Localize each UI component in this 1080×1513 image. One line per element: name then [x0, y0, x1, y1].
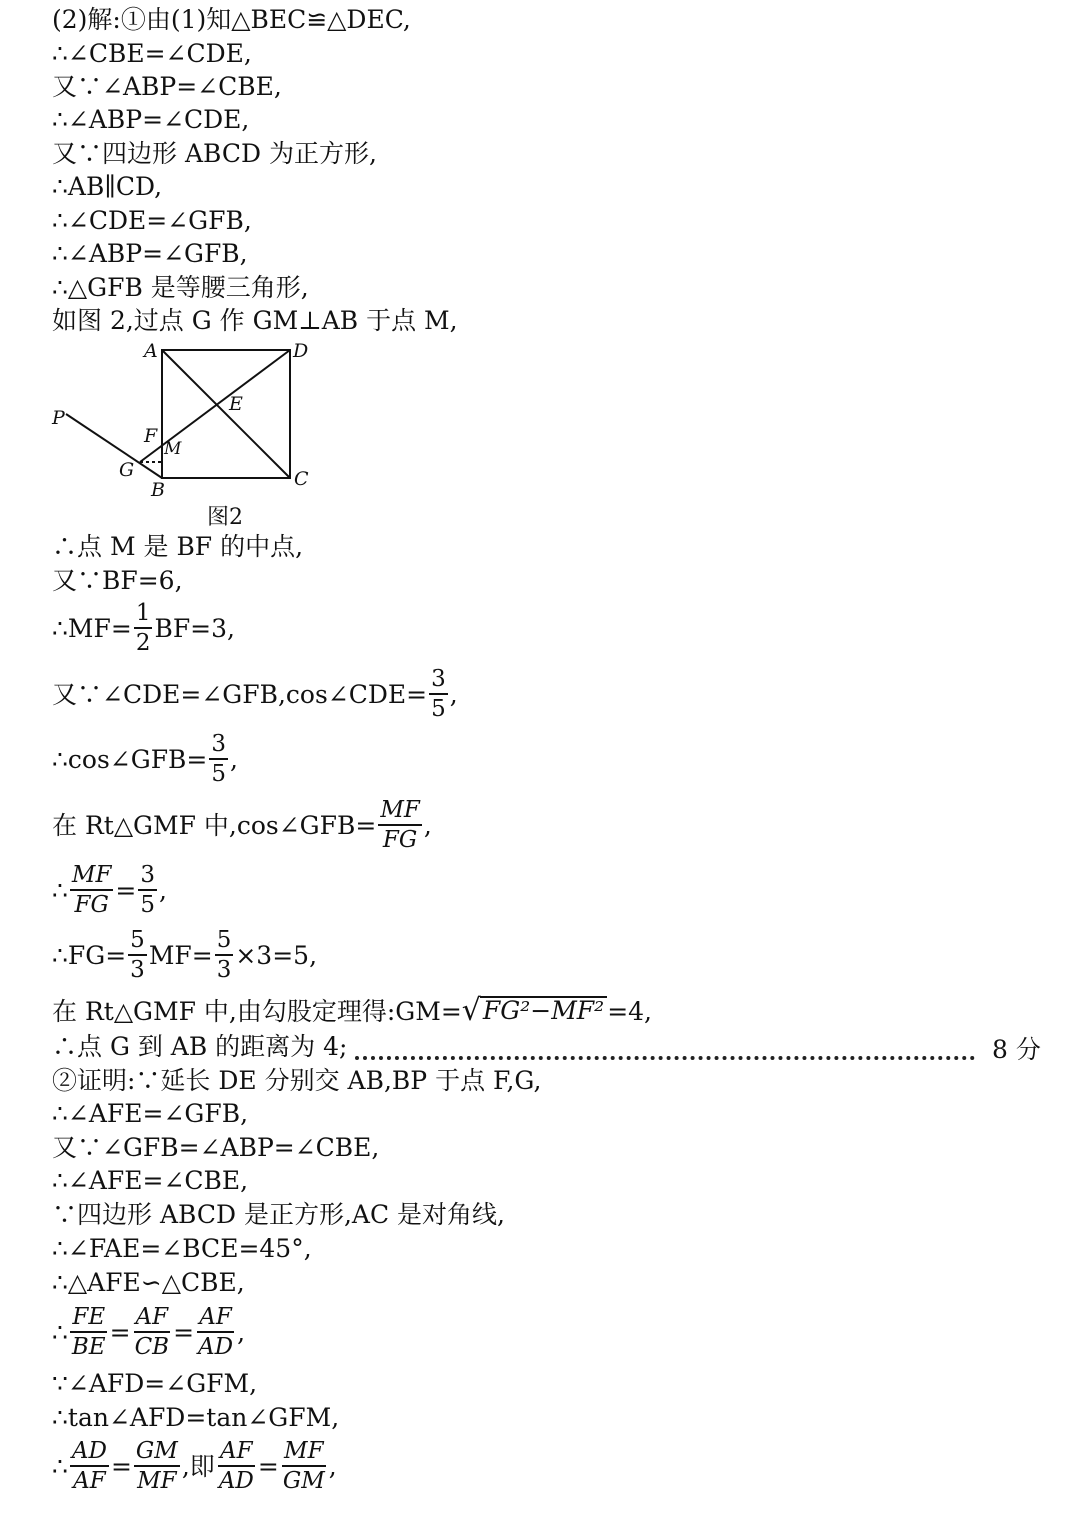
fraction: $\frac{3}{5}$	[140, 861, 156, 918]
fraction: $\frac{5}{3}$	[130, 926, 145, 983]
square-root: √ FG²−MF²	[462, 996, 607, 1026]
label-g: G	[119, 459, 135, 481]
text-line: ∵∠AFD=∠GFM,	[52, 1368, 258, 1398]
figure-caption: 图2	[207, 505, 243, 530]
fraction: $\frac{MF}{GM}$	[282, 1437, 325, 1494]
fraction: $\frac{GM}{MF}$	[135, 1437, 178, 1494]
score-mark: 8 分	[992, 1035, 1041, 1064]
label-m: M	[164, 439, 182, 459]
fraction: $\frac{FE}{BE}$	[71, 1303, 106, 1360]
text-line: 又∵BF=6,	[52, 565, 183, 595]
text-line: ∴ $\frac{AD}{AF}$ = $\frac{GM}{MF}$ ,即 $\frac{AF}{AD}$ = $\frac{MF}{GM}$ ,	[52, 1437, 337, 1494]
fraction: $\frac{3}{5}$	[211, 730, 227, 787]
text-line: ∴点 M 是 BF 的中点,	[52, 531, 304, 561]
label-b: B	[151, 479, 165, 500]
label-a: A	[144, 340, 158, 362]
text-line: 在 Rt△GMF 中,cos∠GFB= $\frac{MF}{FG}$ ,	[52, 796, 432, 853]
text-line: 如图 2,过点 G 作 GM⊥AB 于点 M,	[52, 305, 458, 335]
figure-2-diagram	[48, 340, 328, 500]
text-line: ∴∠ABP=∠CDE,	[52, 104, 250, 134]
text-line: ∴tan∠AFD=tan∠GFM,	[52, 1402, 340, 1432]
fraction: $\frac{AD}{AF}$	[71, 1437, 107, 1494]
text-line: 又∵四边形 ABCD 为正方形,	[52, 138, 377, 168]
fraction: $\frac{5}{3}$	[216, 926, 232, 983]
text-line: 又∵∠ABP=∠CBE,	[52, 71, 282, 101]
text-line: ∴∠FAE=∠BCE=45°,	[52, 1233, 312, 1263]
text-line: ∴△GFB 是等腰三角形,	[52, 272, 309, 302]
text-line: ∴ $\frac{MF}{FG}$ = $\frac{3}{5}$ ,	[52, 861, 167, 918]
fraction: $\frac{1}{2}$	[135, 599, 151, 656]
fraction: $\frac{MF}{FG}$	[380, 796, 420, 853]
text-line: ∴∠ABP=∠GFB,	[52, 238, 248, 268]
fraction: $\frac{AF}{CB}$	[134, 1303, 170, 1360]
text-line: ∴MF= $\frac{1}{2}$ BF=3,	[52, 599, 235, 656]
text-line: 又∵∠GFB=∠ABP=∠CBE,	[52, 1132, 380, 1162]
text-line: 又∵∠CDE=∠GFB,cos∠CDE= $\frac{3}{5}$ ,	[52, 665, 458, 722]
text-line: ∴点 G 到 AB 的距离为 4;	[52, 1031, 348, 1061]
text-line: ②证明:∵延长 DE 分别交 AB,BP 于点 F,G,	[52, 1065, 542, 1095]
text-line: ∴∠AFE=∠GFB,	[52, 1098, 249, 1128]
text-line: ∴FG= $\frac{5}{3}$ MF= $\frac{5}{3}$ ×3=5,	[52, 926, 318, 983]
text-line: ∴∠CBE=∠CDE,	[52, 38, 252, 68]
text-line: ∵四边形 ABCD 是正方形,AC 是对角线,	[52, 1199, 505, 1229]
text-line: (2)解:①由(1)知△BEC≌△DEC,	[52, 4, 411, 34]
fraction: $\frac{MF}{FG}$	[71, 861, 112, 918]
text-line: ∴∠CDE=∠GFB,	[52, 205, 252, 235]
fraction: $\frac{AF}{AD}$	[218, 1437, 254, 1494]
label-e: E	[229, 393, 243, 415]
text-line: ∴△AFE∽△CBE,	[52, 1267, 245, 1297]
dotted-leader	[355, 1036, 975, 1060]
text-line: ∴AB∥CD,	[52, 171, 163, 201]
text-line: ∴cos∠GFB= $\frac{3}{5}$ ,	[52, 730, 238, 787]
label-p: P	[52, 407, 65, 429]
fraction: $\frac{AF}{AD}$	[198, 1303, 234, 1360]
text-line: 在 Rt△GMF 中,由勾股定理得:GM= √ FG²−MF² =4,	[52, 993, 652, 1028]
text-line: ∴∠AFE=∠CBE,	[52, 1165, 249, 1195]
label-d: D	[293, 340, 309, 362]
label-c: C	[294, 468, 309, 490]
text-line: ∴ $\frac{FE}{BE}$ = $\frac{AF}{CB}$ = $\frac{AF}{AD}$ ,	[52, 1303, 246, 1360]
fraction: $\frac{3}{5}$	[431, 665, 446, 722]
label-f: F	[144, 425, 158, 447]
